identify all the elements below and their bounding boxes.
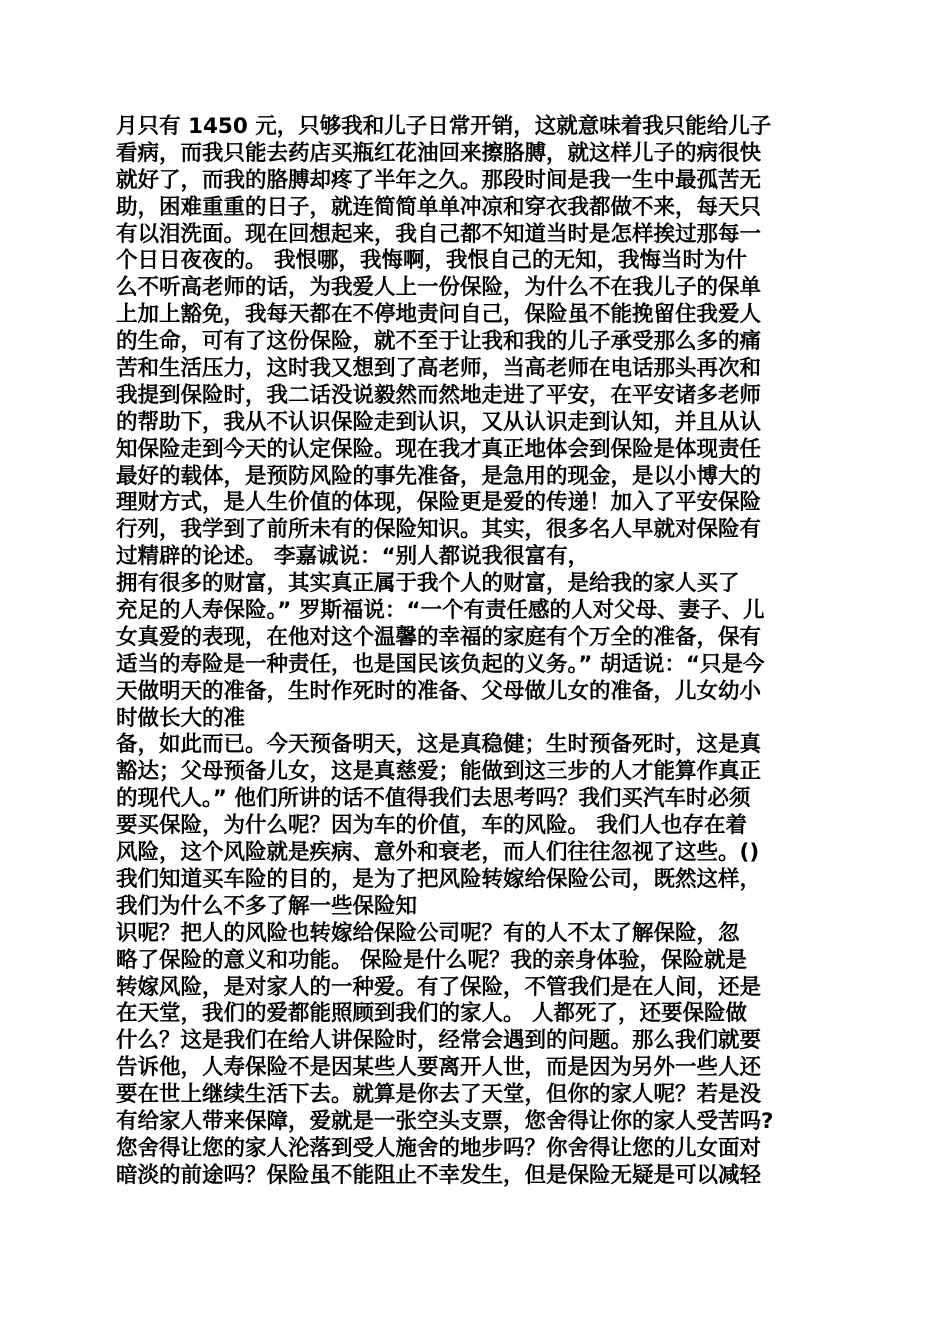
text-line: 在天堂，我们的爱都能照顾到我们的家人。 人都死了，还要保险做 — [116, 1001, 747, 1027]
text-line: 有以泪洗面。现在回想起来，我自己都不知道当时是怎样挨过那每一 — [116, 221, 762, 247]
text-line: 看病，而我只能去药店买瓶红花油回来擦胳膊，就这样儿子的病很快 — [116, 140, 762, 166]
text-line: 什么？这是我们在给人讲保险时，经常会遇到的问题。那么我们就要 — [116, 1028, 762, 1054]
text-line: 最好的载体，是预防风险的事先准备，是急用的现金，是以小博大的 — [116, 463, 762, 489]
text-line: 时做长大的准 — [116, 705, 246, 731]
text-line: 备，如此而已。今天预备明天，这是真稳健；生时预备死时，这是真 — [116, 732, 762, 758]
text-line: 豁达；父母预备儿女，这是真慈爱；能做到这三步的人才能算作真正 — [116, 759, 762, 785]
text-line: 略了保险的意义和功能。 保险是什么呢？我的亲身体验，保险就是 — [116, 947, 747, 973]
text-line: 女真爱的表现，在他对这个温馨的幸福的家庭有个万全的准备，保有 — [116, 624, 762, 650]
text-line: 就好了，而我的胳膊却疼了半年之久。那段时间是我一生中最孤苦无 — [116, 167, 762, 193]
text-line: 行列，我学到了前所未有的保险知识。其实，很多名人早就对保险有 — [116, 517, 762, 543]
text-line: 有给家人带来保障，爱就是一张空头支票，您舍得让你的家人受苦吗? — [116, 1108, 774, 1134]
text-line: 个日日夜夜的。 我恨哪，我悔啊，我恨自己的无知，我悔当时为什 — [116, 248, 747, 274]
text-line: 苦和生活压力，这时我又想到了高老师，当高老师在电话那头再次和 — [116, 356, 762, 382]
text-line: 您舍得让您的家人沦落到受人施舍的地步吗？你舍得让您的儿女面对 — [116, 1135, 762, 1161]
text-line: 么不听高老师的话，为我爱人上一份保险，为什么不在我儿子的保单 — [116, 275, 762, 301]
text-line: 理财方式，是人生价值的体现，保险更是爱的传递！加入了平安保险 — [116, 490, 762, 516]
text-line: 要在世上继续生活下去。就算是你去了天堂，但你的家人呢？若是没 — [116, 1082, 762, 1108]
text-line: 告诉他，人寿保险不是因某些人要离开人世，而是因为另外一些人还 — [116, 1055, 762, 1081]
text-line: 的帮助下，我从不认识保险走到认识，又从认识走到认知，并且从认 — [116, 409, 762, 435]
text-line: 过精辟的论述。 李嘉诚说：“别人都说我很富有， — [116, 544, 590, 570]
text-line: 转嫁风险，是对家人的一种爱。有了保险，不管我们是在人间，还是 — [116, 974, 762, 1000]
text-line: 适当的寿险是一种责任，也是国民该负起的义务。” 胡适说：“只是今 — [116, 651, 765, 677]
text-line: 我提到保险时，我二话没说毅然而然地走进了平安，在平安诸多老师 — [116, 382, 762, 408]
text-line: 的现代人。” 他们所讲的话不值得我们去思考吗？我们买汽车时必须 — [116, 786, 751, 812]
text-line: 拥有很多的财富，其实真正属于我个人的财富，是给我的家人买了 — [116, 571, 740, 597]
text-line: 我们知道买车险的目的，是为了把风险转嫁给保险公司，既然这样， — [116, 866, 762, 892]
text-line: 的生命，可有了这份保险，就不至于让我和我的儿子承受那么多的痛 — [116, 329, 762, 355]
text-line: 识呢？把人的风险也转嫁给保险公司呢？有的人不太了解保险，忽 — [116, 920, 740, 946]
text-line: 助，困难重重的日子，就连简简单单冲凉和穿衣我都做不来，每天只 — [116, 194, 762, 220]
body-text — [116, 114, 836, 1190]
text-line: 月只有 1450 元，只够我和儿子日常开销，这就意味着我只能给儿子 — [116, 114, 772, 139]
text-line: 暗淡的前途吗？保险虽不能阻止不幸发生，但是保险无疑是可以减轻 — [116, 1162, 762, 1188]
text-line: 充足的人寿保险。” 罗斯福说：“一个有责任感的人对父母、妻子、儿 — [116, 598, 765, 624]
text-line: 天做明天的准备，生时作死时的准备、父母做儿女的准备，儿女幼小 — [116, 678, 762, 704]
text-line: 上加上豁免，我每天都在不停地责问自己，保险虽不能挽留住我爱人 — [116, 302, 762, 328]
text-line: 我们为什么不多了解一些保险知 — [116, 893, 418, 919]
text-line: 知保险走到今天的认定保险。现在我才真正地体会到保险是体现责任 — [116, 436, 762, 462]
text-line: 风险，这个风险就是疾病、意外和衰老，而人们往往忽视了这些。() — [116, 840, 760, 866]
text-line: 要买保险，为什么呢？因为车的价值，车的风险。 我们人也存在着 — [116, 813, 747, 839]
